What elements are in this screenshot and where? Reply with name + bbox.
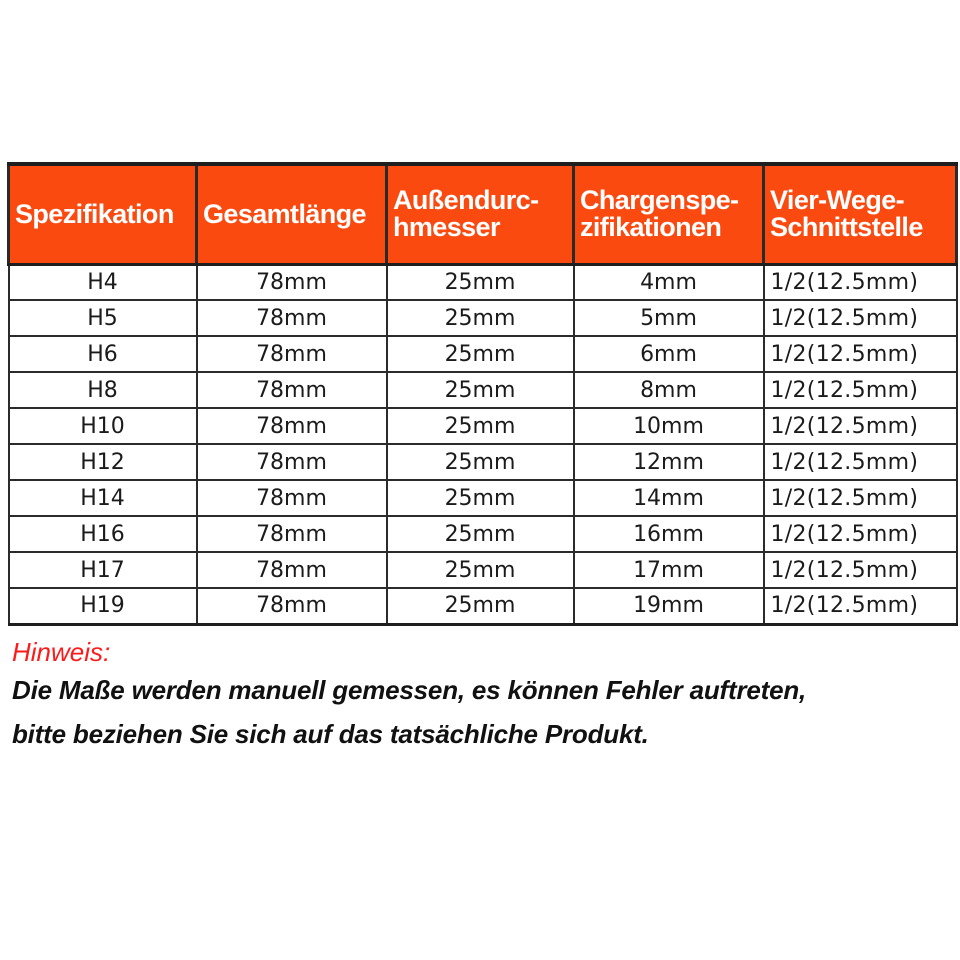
spec-table: [7, 162, 958, 626]
cell-gesamtlaenge: 78mm: [197, 408, 387, 444]
cell-spezifikation: H14: [9, 480, 197, 516]
cell-aussendurchmesser: 25mm: [387, 444, 574, 480]
cell-chargenspezifikationen: 8mm: [574, 372, 764, 408]
table-row: [9, 408, 957, 444]
cell-chargenspezifikationen: 14mm: [574, 480, 764, 516]
table-row: [9, 588, 957, 624]
cell-gesamtlaenge: 78mm: [197, 516, 387, 552]
header-spezifikation: Spezifikation: [9, 164, 197, 264]
table-row: [9, 516, 957, 552]
cell-aussendurchmesser: 25mm: [387, 336, 574, 372]
note-line-1: Die Maße werden manuell gemessen, es können Fehler auftreten,: [12, 675, 807, 705]
spec-table-container: [7, 162, 955, 626]
cell-aussendurchmesser: 25mm: [387, 372, 574, 408]
cell-gesamtlaenge: 78mm: [197, 552, 387, 588]
cell-spezifikation: H19: [9, 588, 197, 624]
cell-schnittstelle: 1/2(12.5mm): [764, 444, 957, 480]
cell-gesamtlaenge: 78mm: [197, 264, 387, 300]
table-row: [9, 336, 957, 372]
cell-chargenspezifikationen: 5mm: [574, 300, 764, 336]
cell-spezifikation: H10: [9, 408, 197, 444]
cell-aussendurchmesser: 25mm: [387, 264, 574, 300]
cell-chargenspezifikationen: 16mm: [574, 516, 764, 552]
cell-schnittstelle: 1/2(12.5mm): [764, 336, 957, 372]
table-header-row: [9, 164, 957, 264]
cell-schnittstelle: 1/2(12.5mm): [764, 552, 957, 588]
table-row: [9, 372, 957, 408]
cell-gesamtlaenge: 78mm: [197, 300, 387, 336]
table-row: [9, 300, 957, 336]
cell-spezifikation: H16: [9, 516, 197, 552]
note-line-2: bitte beziehen Sie sich auf das tatsächliche Produkt.: [12, 719, 649, 749]
cell-schnittstelle: 1/2(12.5mm): [764, 300, 957, 336]
cell-gesamtlaenge: 78mm: [197, 588, 387, 624]
cell-aussendurchmesser: 25mm: [387, 516, 574, 552]
cell-spezifikation: H5: [9, 300, 197, 336]
cell-gesamtlaenge: 78mm: [197, 372, 387, 408]
table-row: [9, 264, 957, 300]
cell-schnittstelle: 1/2(12.5mm): [764, 516, 957, 552]
header-aussendurchmesser: Außendurc- hmesser: [387, 164, 574, 264]
header-chargenspezifikationen: Chargenspe- zifikationen: [574, 164, 764, 264]
cell-chargenspezifikationen: 6mm: [574, 336, 764, 372]
cell-schnittstelle: 1/2(12.5mm): [764, 480, 957, 516]
cell-aussendurchmesser: 25mm: [387, 300, 574, 336]
cell-chargenspezifikationen: 10mm: [574, 408, 764, 444]
cell-spezifikation: H12: [9, 444, 197, 480]
cell-aussendurchmesser: 25mm: [387, 588, 574, 624]
cell-schnittstelle: 1/2(12.5mm): [764, 264, 957, 300]
cell-gesamtlaenge: 78mm: [197, 336, 387, 372]
cell-aussendurchmesser: 25mm: [387, 552, 574, 588]
note-label: Hinweis:: [12, 637, 111, 667]
cell-chargenspezifikationen: 17mm: [574, 552, 764, 588]
table-row: [9, 552, 957, 588]
cell-spezifikation: H8: [9, 372, 197, 408]
cell-gesamtlaenge: 78mm: [197, 480, 387, 516]
cell-spezifikation: H17: [9, 552, 197, 588]
header-gesamtlaenge: Gesamtlänge: [197, 164, 387, 264]
cell-spezifikation: H6: [9, 336, 197, 372]
table-row: [9, 444, 957, 480]
cell-schnittstelle: 1/2(12.5mm): [764, 408, 957, 444]
cell-spezifikation: H4: [9, 264, 197, 300]
cell-schnittstelle: 1/2(12.5mm): [764, 372, 957, 408]
header-vier-wege-schnittstelle: Vier-Wege- Schnittstelle: [764, 164, 957, 264]
cell-chargenspezifikationen: 12mm: [574, 444, 764, 480]
cell-chargenspezifikationen: 19mm: [574, 588, 764, 624]
table-body: [9, 264, 957, 624]
cell-aussendurchmesser: 25mm: [387, 480, 574, 516]
cell-aussendurchmesser: 25mm: [387, 408, 574, 444]
cell-schnittstelle: 1/2(12.5mm): [764, 588, 957, 624]
table-row: [9, 480, 957, 516]
cell-chargenspezifikationen: 4mm: [574, 264, 764, 300]
cell-gesamtlaenge: 78mm: [197, 444, 387, 480]
